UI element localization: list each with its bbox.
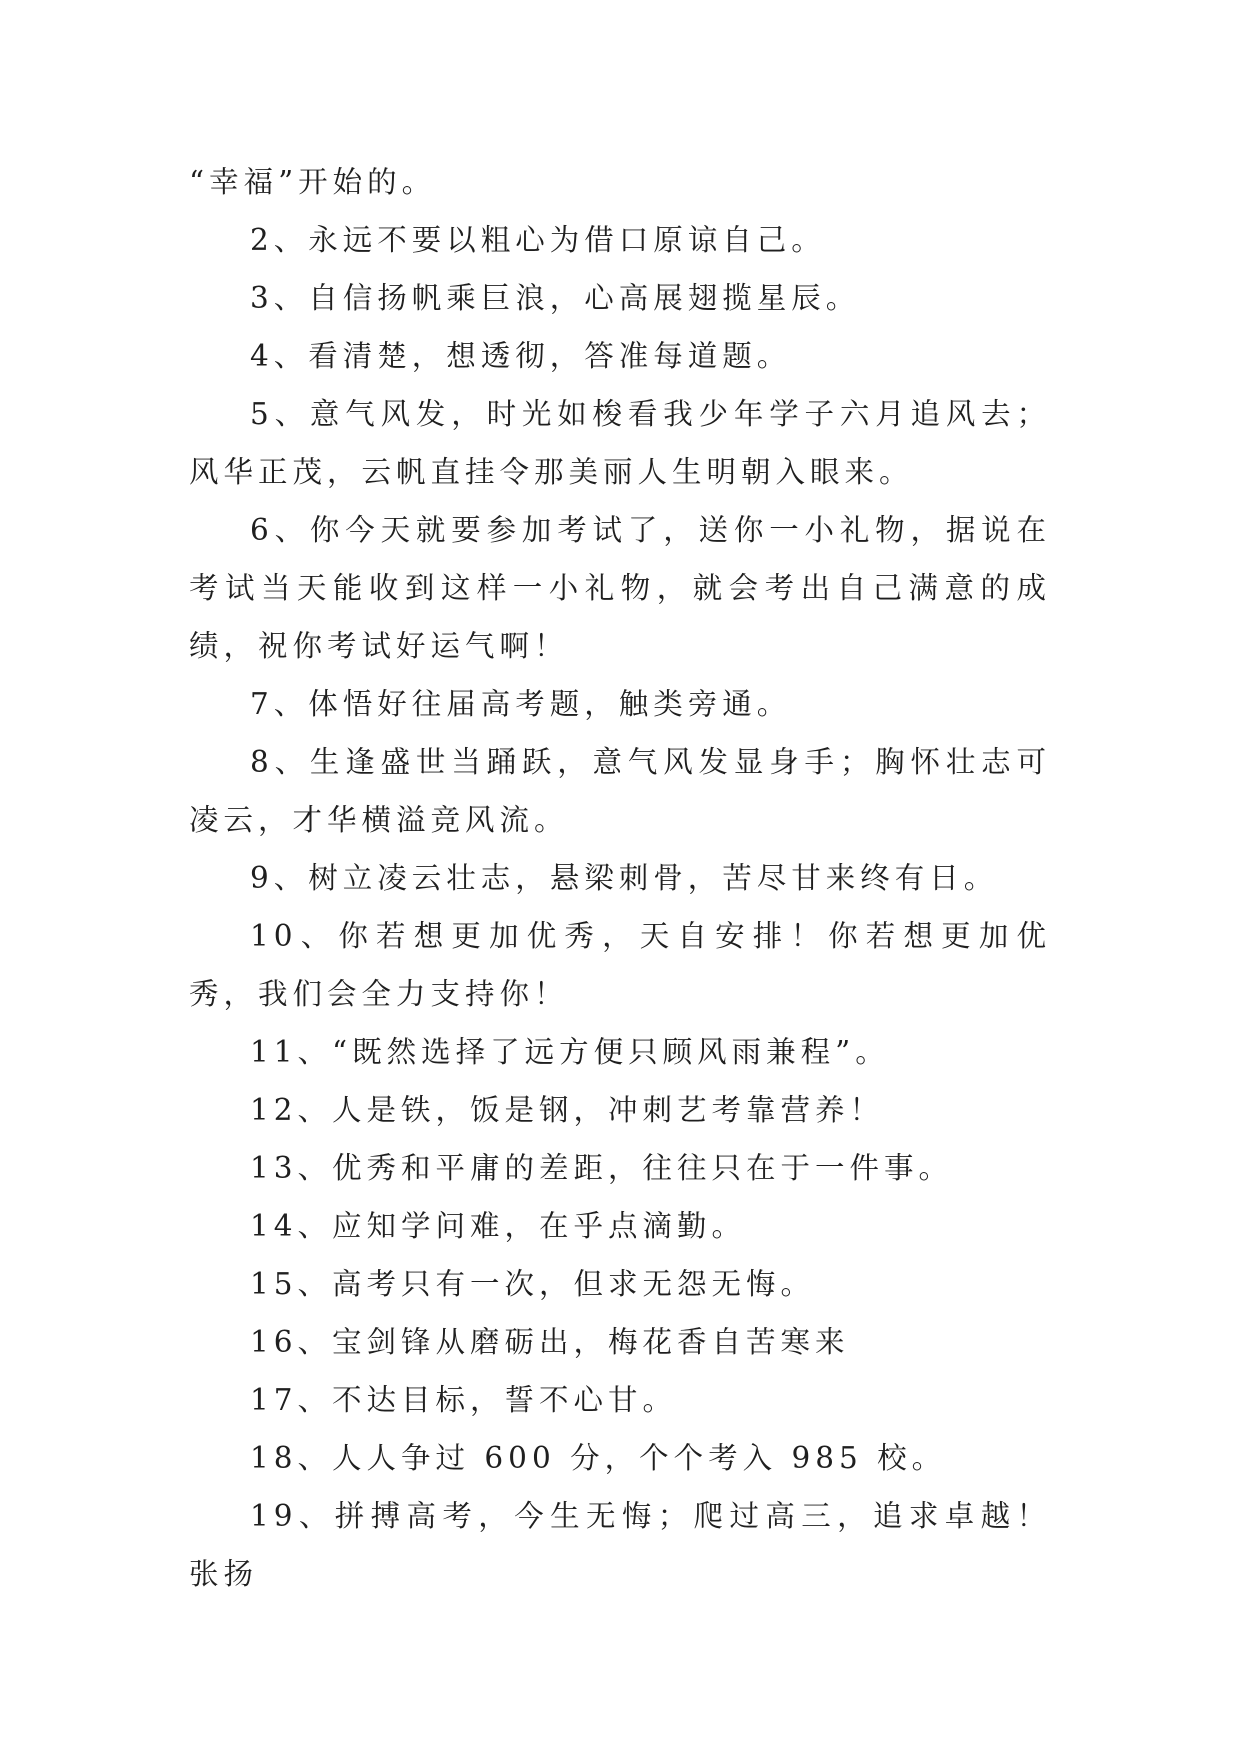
document-body <box>189 153 1051 1603</box>
paragraph-item-12: 12、人是铁，饭是钢，冲刺艺考靠营养！ <box>250 1093 885 1127</box>
paragraph-item-10: 10、你若想更加优秀，天自安排！你若想更加优秀，我们会全力支持你！ <box>189 919 1051 1011</box>
paragraph-item-8: 8、生逢盛世当踊跃，意气风发显身手；胸怀壮志可凌云，才华横溢竞风流。 <box>189 745 1051 837</box>
paragraph-item-7: 7、体悟好往届高考题，触类旁通。 <box>250 687 792 721</box>
paragraph-item-4: 4、看清楚，想透彻，答准每道题。 <box>250 339 792 373</box>
paragraph-item-9: 9、树立凌云壮志，悬梁刺骨，苦尽甘来终有日。 <box>250 861 999 895</box>
paragraph-item-13: 13、优秀和平庸的差距，往往只在于一件事。 <box>250 1151 954 1185</box>
paragraph-item-11: 11、“既然选择了远方便只顾风雨兼程”。 <box>250 1035 890 1069</box>
paragraph-item-14: 14、应知学问难，在乎点滴勤。 <box>250 1209 747 1243</box>
paragraph-item-17: 17、不达目标，誓不心甘。 <box>250 1383 678 1417</box>
paragraph-item-5: 5、意气风发，时光如梭看我少年学子六月追风去；风华正茂，云帆直挂令那美丽人生明朝入眼来。 <box>189 397 1051 489</box>
paragraph-item-3: 3、自信扬帆乘巨浪，心高展翅揽星辰。 <box>250 281 861 315</box>
paragraph-item-2: 2、永远不要以粗心为借口原谅自己。 <box>250 223 826 257</box>
paragraph-item-6: 6、你今天就要参加考试了，送你一小礼物，据说在考试当天能收到这样一小礼物，就会考出自己满意的成绩，祝你考试好运气啊！ <box>189 513 1051 663</box>
paragraph-item-19: 19、拼搏高考，今生无悔；爬过高三，追求卓越！张扬 <box>189 1499 1051 1591</box>
paragraph-continuation: “幸福”开始的。 <box>189 165 437 199</box>
paragraph-item-16: 16、宝剑锋从磨砺出，梅花香自苦寒来 <box>250 1325 850 1359</box>
paragraph-item-18: 18、人人争过 600 分，个个考入 985 校。 <box>250 1441 947 1475</box>
paragraph-item-15: 15、高考只有一次，但求无怨无悔。 <box>250 1267 816 1301</box>
